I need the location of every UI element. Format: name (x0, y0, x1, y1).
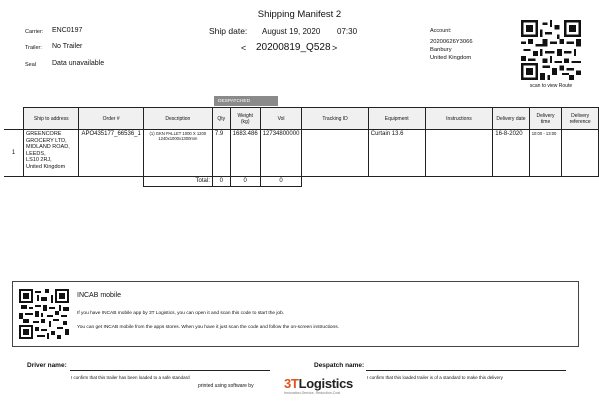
header-equipment: Equipment (368, 108, 425, 130)
header-delivery-date: Delivery date (493, 108, 529, 130)
3t-logistics-logo (284, 376, 353, 395)
header-description: Description (143, 108, 212, 130)
header-order: Order # (79, 108, 143, 130)
address-line: United Kingdom (26, 163, 66, 170)
account-country: United Kingdom (430, 55, 472, 61)
header-delivery-reference: Delivery reference (562, 108, 599, 130)
driver-name-label: Driver name: (27, 362, 67, 369)
totals-row (4, 177, 599, 187)
account-city: Banbury (430, 47, 452, 53)
incab-line-1: If you have INCAB mobile app by 3T Logistics, you can open it and scan this code to start the job. (77, 311, 285, 316)
ship-to-address (24, 130, 79, 177)
despatch-name-label: Despatch name: (314, 362, 365, 369)
next-manifest-button[interactable]: > (332, 43, 338, 53)
carrier-label: Carrier: (25, 29, 44, 35)
weight-cell: 1683.486 (230, 130, 260, 177)
table-row[interactable] (4, 130, 599, 177)
ship-time-value: 07:30 (337, 27, 358, 36)
account-value: 20200626Y3066 (430, 39, 473, 45)
totals-label: Total: (143, 177, 212, 187)
incab-line-2: You can get INCAB mobile from the apps stores. When you have it just scan the code and follow the on-screen instructions. (77, 325, 339, 330)
qty-cell: 7.9 (212, 130, 230, 177)
driver-confirmation: I confirm that this trailer has been loaded to a safe standard (71, 375, 190, 380)
logo-tagline: Innovation,Service, Reduction,Cost (284, 391, 341, 395)
carrier-value: ENC0197 (52, 27, 83, 34)
manifest-id: 20200819_Q528 (256, 42, 331, 53)
tracking-cell (302, 130, 368, 177)
address-line: GREENCORE (26, 131, 62, 137)
route-qr-caption: scan to view Route (529, 83, 573, 89)
table-header-row (4, 108, 599, 130)
address-line: LS10 2RJ, (26, 157, 52, 163)
equipment-cell: Curtain 13.6 (368, 130, 425, 177)
prev-manifest-button[interactable]: < (241, 43, 247, 53)
delivery-reference-cell (562, 130, 599, 177)
vol-cell: 12734800000 (260, 130, 302, 177)
route-qr-code[interactable] (521, 20, 581, 80)
trailer-label: Trailer: (25, 45, 42, 51)
header-tracking: Tracking ID (302, 108, 368, 130)
status-badge: DESPATCHED (214, 96, 278, 106)
logo-3t: 3T (284, 376, 299, 391)
header-delivery-time: Delivery time (529, 108, 562, 130)
totals-vol: 0 (260, 177, 302, 187)
address-line: LEEDS, (26, 150, 46, 157)
trailer-value: No Trailer (52, 43, 83, 50)
account-label: Account: (430, 28, 452, 34)
header-weight: Weight (kg) (230, 108, 260, 130)
driver-signature-line[interactable] (70, 370, 270, 371)
despatch-confirmation: I confirm that this loaded trailer is of a standard to make this delivery (367, 375, 503, 380)
seal-value: Data unavailable (52, 60, 105, 67)
delivery-time-cell: 10:00 - 13:00 (529, 130, 562, 177)
printed-using-text: printed using software by (198, 383, 254, 389)
incab-title: INCAB mobile (77, 292, 121, 299)
delivery-date-cell: 16-8-2020 (493, 130, 529, 177)
address-line: GROCERY LTD, (26, 137, 67, 144)
row-number-header (4, 108, 24, 130)
incab-qr-code[interactable] (19, 289, 69, 339)
header-instructions: Instructions (425, 108, 493, 130)
totals-weight: 0 (230, 177, 260, 187)
logo-logistics: Logistics (298, 376, 353, 391)
order-number: APO435177_66536_1 (79, 130, 143, 177)
seal-label: Seal (25, 62, 37, 68)
row-number: 1 (4, 130, 24, 177)
header-vol: Vol (260, 108, 302, 130)
ship-date-label: Ship date: (209, 26, 248, 36)
header-ship-to: Ship to address (24, 108, 79, 130)
instructions-cell (425, 130, 493, 177)
despatch-signature-line[interactable] (366, 370, 566, 371)
address-line: MIDLAND ROAD, (26, 144, 70, 150)
header-qty: Qty (212, 108, 230, 130)
page-title: Shipping Manifest 2 (257, 9, 342, 20)
incab-mobile-panel (12, 281, 579, 347)
totals-qty: 0 (212, 177, 230, 187)
ship-date-value: August 19, 2020 (262, 27, 321, 36)
description-cell: (1) GKN PALLET 1000 X 1200 1240x1000x1300mm (143, 130, 212, 177)
manifest-table (4, 107, 599, 187)
